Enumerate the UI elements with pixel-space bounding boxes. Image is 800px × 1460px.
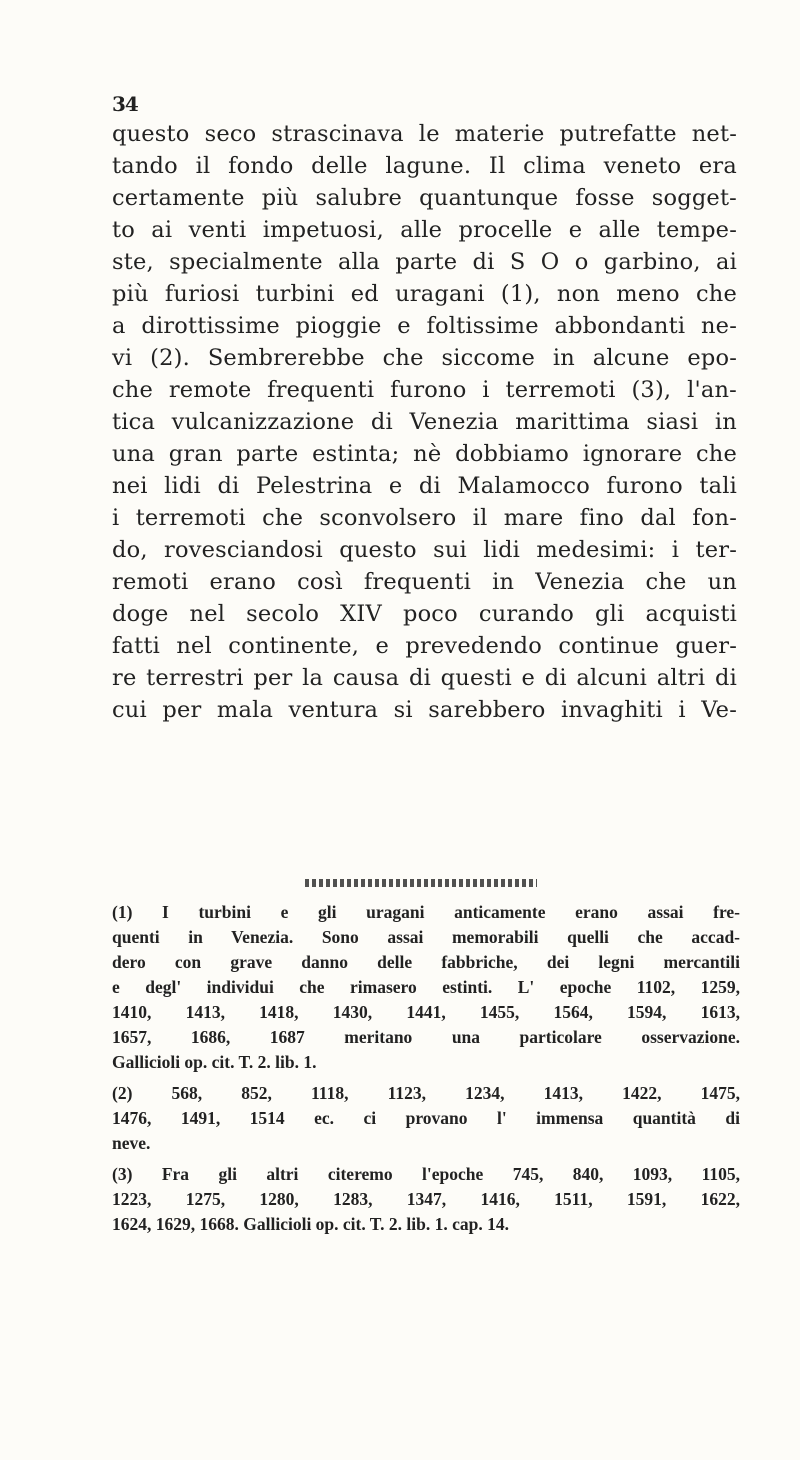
body-line: una gran parte estinta; nè dobbiamo ignorare che [112, 441, 737, 467]
body-line: più furiosi turbini ed uragani (1), non meno che [112, 281, 737, 307]
body-line: i terremoti che sconvolsero il mare fino dal fon- [112, 505, 737, 531]
footnote-line: Gallicioli op. cit. T. 2. lib. 1. [112, 1052, 317, 1072]
footnote-line: 1476, 1491, 1514 ec. ci provano l' immensa quantità di [112, 1108, 740, 1128]
footnote-line: (2) 568, 852, 1118, 1123, 1234, 1413, 1422, 1475, [112, 1083, 740, 1103]
body-line: che remote frequenti furono i terremoti (3), l'an- [112, 377, 737, 403]
body-line: a dirottissime pioggie e foltissime abbondanti ne- [112, 313, 737, 339]
footnote-line: 1410, 1413, 1418, 1430, 1441, 1455, 1564, 1594, 1613, [112, 1002, 740, 1022]
body-line: tica vulcanizzazione di Venezia marittima siasi in [112, 409, 737, 435]
body-line: cui per mala ventura si sarebbero invaghiti i Ve- [112, 697, 737, 723]
body-line: fatti nel continente, e prevedendo continue guer- [112, 633, 737, 659]
body-line: doge nel secolo XIV poco curando gli acquisti [112, 601, 737, 627]
footnote-line: 1223, 1275, 1280, 1283, 1347, 1416, 1511, 1591, 1622, [112, 1189, 740, 1209]
body-line: do, rovesciandosi questo sui lidi medesimi: i ter- [112, 537, 737, 563]
footnote-line: quenti in Venezia. Sono assai memorabili quelli che accad- [112, 927, 740, 947]
body-line: re terrestri per la causa di questi e di alcuni altri di [112, 665, 737, 691]
body-line: to ai venti impetuosi, alle procelle e alle tempe- [112, 217, 737, 243]
body-line: vi (2). Sembrerebbe che siccome in alcune epo- [112, 345, 737, 371]
footnote-line: 1624, 1629, 1668. Gallicioli op. cit. T. 2. lib. 1. cap. 14. [112, 1214, 510, 1234]
footnote-line: (3) Fra gli altri citeremo l'epoche 745, 840, 1093, 1105, [112, 1164, 740, 1184]
body-line: nei lidi di Pelestrina e di Malamocco furono tali [112, 473, 737, 499]
body-line: questo seco strascinava le materie putrefatte net- [112, 121, 737, 147]
footnote-line: neve. [112, 1133, 151, 1153]
footnote-line: (1) I turbini e gli uragani anticamente erano assai fre- [112, 902, 740, 922]
body-line: tando il fondo delle lagune. Il clima veneto era [112, 153, 737, 179]
main-text [112, 118, 737, 726]
footnote-line: e degl' individui che rimasero estinti. L' epoche 1102, 1259, [112, 977, 740, 997]
footnote-separator [305, 879, 537, 887]
body-line: ste, specialmente alla parte di S O o garbino, ai [112, 249, 737, 275]
body-line: remoti erano così frequenti in Venezia che un [112, 569, 737, 595]
body-line: certamente più salubre quantunque fosse sogget- [112, 185, 737, 211]
page-number: 34 [112, 92, 138, 116]
footnote-line: 1657, 1686, 1687 meritano una particolare osservazione. [112, 1027, 740, 1047]
footnote-line: dero con grave danno delle fabbriche, dei legni mercantili [112, 952, 740, 972]
footnotes [112, 900, 740, 1237]
